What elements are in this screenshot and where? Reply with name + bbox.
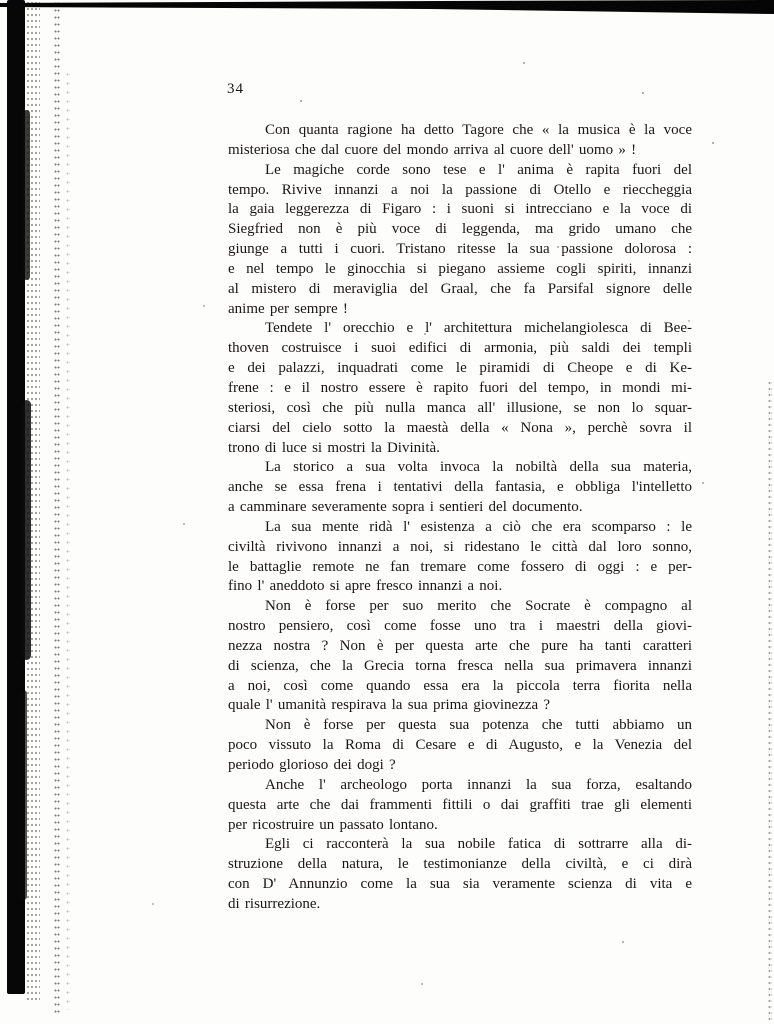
text-line: per ricostruire un passato lontano. xyxy=(228,816,438,833)
text-line: struzione della natura, le testimonianze della civiltà, e ci dirà xyxy=(228,856,692,873)
text-line: civiltà rivivono innanzi a noi, si ridestano le città dal loro sonno, xyxy=(228,538,692,555)
page-number: 34 xyxy=(227,81,244,97)
text-block xyxy=(228,121,692,915)
text-line: trono di luce si mostri la Divinità. xyxy=(228,439,440,456)
text-line: misteriosa che dal cuore del mondo arriva al cuore dell' uomo » ! xyxy=(228,141,637,158)
text-line: di scienza, che la Grecia torna fresca nella sua primavera innanzi xyxy=(228,657,692,674)
scan-noise-band xyxy=(66,70,70,1010)
top-edge-scan-artifact xyxy=(0,0,774,18)
scan-noise-band xyxy=(26,0,40,1002)
text-line: fino l' aneddoto si apre fresco innanzi a noi. xyxy=(228,578,503,595)
scan-noise-band xyxy=(768,380,772,1024)
scan-specks xyxy=(0,0,2,2)
text-line: thoven costruisce i suoi edifici di armonia, più saldi dei templi xyxy=(228,340,692,357)
text-line: frene : e il nostro essere è rapito fuori del tempo, in mondi mi- xyxy=(228,379,692,396)
text-line: Anche l' archeologo porta innanzi la sua forza, esaltando xyxy=(265,776,692,793)
text-line: e dei palazzi, inquadrati come le piramidi di Cheope e di Ke- xyxy=(228,360,692,377)
text-line: al mistero di meraviglia del Graal, che fa Parsifal signore delle xyxy=(228,280,692,297)
text-line: tempo. Rivive innanzi a noi la passione di Otello e rieccheggia xyxy=(228,181,692,198)
scan-noise-band xyxy=(54,0,60,1014)
text-line: Con quanta ragione ha detto Tagore che « la musica è la voce xyxy=(265,122,692,138)
text-line: poco vissuto la Roma di Cesare e di Augusto, e la Venezia del xyxy=(228,737,692,754)
text-line: nezza nostra ? Non è per questa arte che pure ha tanti caratteri xyxy=(228,637,692,654)
text-line: le battaglie remote ne fan tremare come fossero di oggi : e per- xyxy=(228,558,692,575)
text-line: con D' Annunzio come la sua sia veramente scienza di vita e xyxy=(228,876,692,893)
text-line: anche se essa frena i tentativi della fantasia, e obbliga l'intelletto xyxy=(228,479,692,496)
text-line: la gaia leggerezza di Figaro : i suoni si intrecciano e la voce di xyxy=(228,201,692,218)
text-line: di risurrezione. xyxy=(228,895,321,912)
text-line: Non è forse per questa sua potenza che tutti abbiamo un xyxy=(265,717,692,734)
text-line: quale l' umanità respirava la sua prima giovinezza ? xyxy=(228,697,551,714)
text-line: nostro pensiero, così come fosse uno tra i maestri della giovi- xyxy=(228,618,692,635)
text-line: Siegfried non è più voce di leggenda, ma grido umano che xyxy=(228,221,692,238)
text-line: La sua mente ridà l' esistenza a ciò che era scomparso : le xyxy=(265,518,692,535)
text-line: a camminare severamente sopra i sentieri del documento. xyxy=(228,499,583,516)
text-line: giunge a tutti i cuori. Tristano ritesse la sua passione dolorosa : xyxy=(228,241,692,258)
text-line: questa arte che dai frammenti fittili o dai graffiti trae gli elementi xyxy=(228,796,692,813)
text-line: Egli ci racconterà la sua nobile fatica di sottrarre alla di- xyxy=(265,836,692,853)
text-line: Le magiche corde sono tese e l' anima è rapita fuori del xyxy=(265,161,692,178)
text-line: periodo glorioso dei dogi ? xyxy=(228,757,396,773)
text-line: steriosi, così che più nulla manca all' illusione, se non lo squar- xyxy=(228,399,692,416)
text-line: Non è forse per suo merito che Socrate è compagno al xyxy=(265,598,692,615)
text-line: ciarsi del cielo sotto la maestà della « Nona », perchè sovra il xyxy=(228,419,692,436)
text-line: e nel tempo le ginocchia si piegano assieme cogli spiriti, innanzi xyxy=(228,260,692,277)
text-line: a noi, così come quando essa era la piccola terra fiorita nella xyxy=(228,677,692,694)
text-line: La storico a sua volta invoca la nobiltà della sua materia, xyxy=(265,459,692,476)
text-line: Tendete l' orecchio e l' architettura michelangiolesca di Bee- xyxy=(265,320,692,337)
text-line: anime per sempre ! xyxy=(228,300,348,317)
